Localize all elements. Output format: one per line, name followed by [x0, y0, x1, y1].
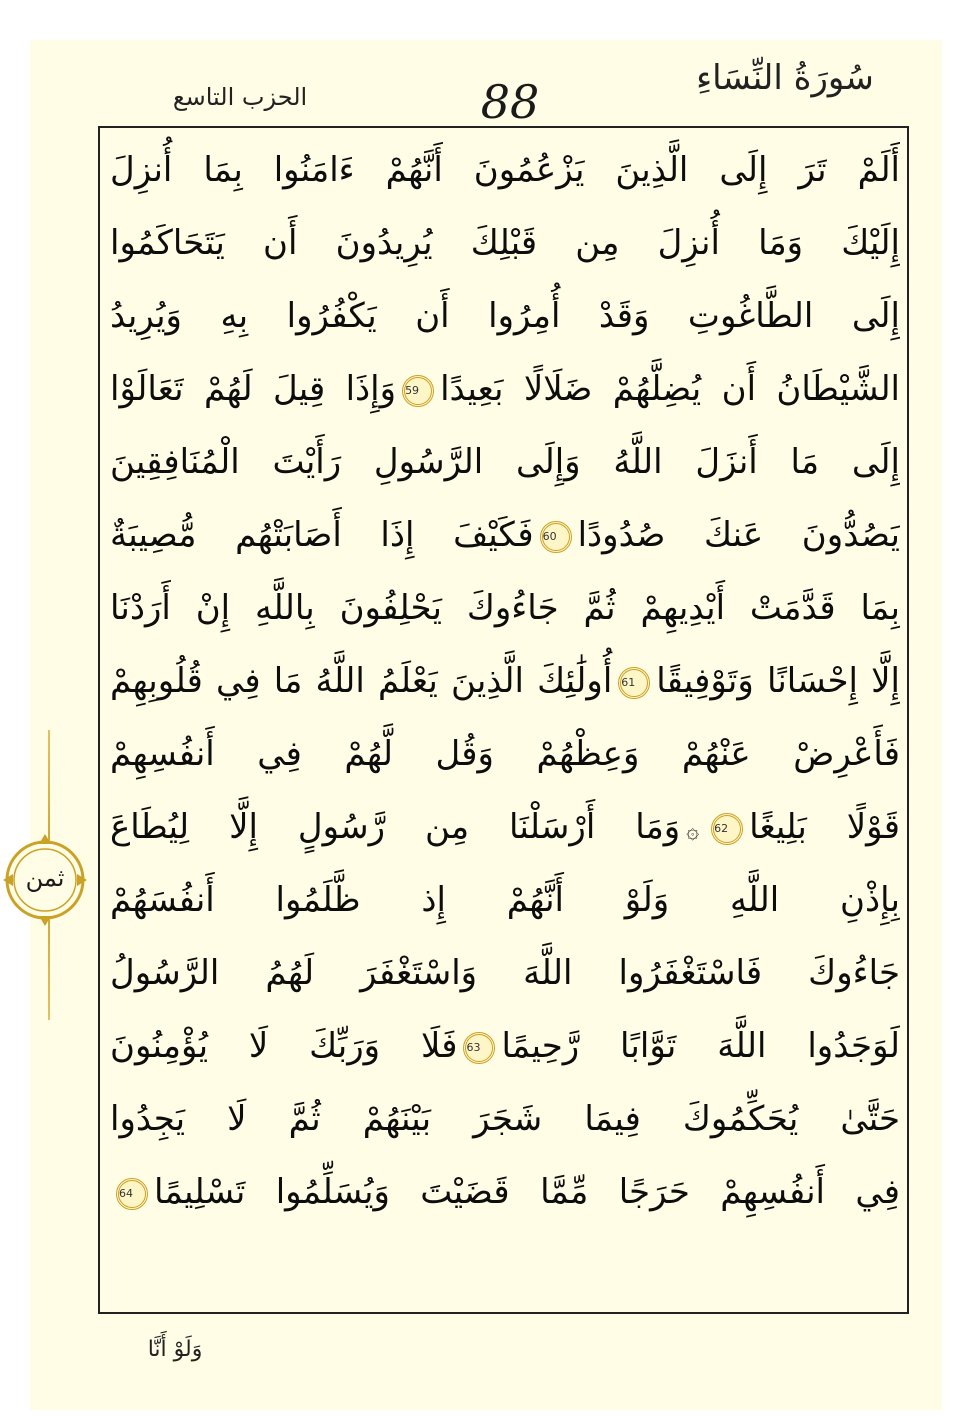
verse-line [110, 572, 900, 645]
verse-line [110, 499, 900, 572]
line-text: الشَّيْطَانُ أَن يُضِلَّهُمْ ضَلَالًا بَعِيدًا [440, 369, 900, 409]
verse-line [110, 791, 900, 864]
verse-block [110, 134, 900, 1304]
hizb-star-icon: ۞ [686, 819, 700, 844]
verse-line [110, 1156, 900, 1229]
verse-line [110, 426, 900, 499]
line-text: أَلَمْ تَرَ إِلَى الَّذِينَ يَزْعُمُونَ أَنَّهُمْ ءَامَنُوا بِمَا أُنزِلَ [110, 150, 900, 190]
line-text: إِلَّا إِحْسَانًا وَتَوْفِيقًا [656, 661, 900, 701]
page-number: 88 [480, 75, 540, 129]
line-text: جَاءُوكَ فَاسْتَغْفَرُوا اللَّهَ وَاسْتَغْفَرَ لَهُمُ الرَّسُولُ [110, 953, 900, 993]
verse-line [110, 718, 900, 791]
surah-title: سُورَةُ النِّسَاءِ [696, 58, 874, 98]
line-text: يَصُدُّونَ عَنكَ صُدُودًا [577, 515, 900, 555]
line-text: إِلَيْكَ وَمَا أُنزِلَ مِن قَبْلِكَ يُرِيدُونَ أَن يَتَحَاكَمُوا [110, 223, 900, 263]
hizb-label: الحزب التاسع [172, 83, 308, 111]
line-text: بِإِذْنِ اللَّهِ وَلَوْ أَنَّهُمْ إِذ ظَّلَمُوا أَنفُسَهُمْ [110, 880, 900, 920]
verse-line [110, 937, 900, 1010]
line-text: فَكَيْفَ إِذَا أَصَابَتْهُم مُّصِيبَةٌ [110, 515, 534, 555]
verse-line [110, 353, 900, 426]
line-text: وَإِذَا قِيلَ لَهُمْ تَعَالَوْا [110, 369, 397, 409]
line-text: قَوْلًا بَلِيغًا [749, 807, 900, 847]
thumun-marker: ثمن [25, 864, 65, 892]
line-text: إِلَى مَا أَنزَلَ اللَّهُ وَإِلَى الرَّسُولِ رَأَيْتَ الْمُنَافِقِينَ [110, 442, 900, 482]
line-text: فِي أَنفُسِهِمْ حَرَجًا مِّمَّا قَضَيْتَ وَيُسَلِّمُوا تَسْلِيمًا [154, 1172, 900, 1212]
verse-line [110, 864, 900, 937]
verse-line [110, 645, 900, 718]
ayah-number-marker: 62 [711, 813, 743, 845]
verse-line [110, 280, 900, 353]
ayah-number-marker: 60 [540, 521, 572, 553]
line-text: فَأَعْرِضْ عَنْهُمْ وَعِظْهُمْ وَقُل لَّهُمْ فِي أَنفُسِهِمْ [110, 734, 900, 774]
line-text: فَلَا وَرَبِّكَ لَا يُؤْمِنُونَ [110, 1026, 458, 1066]
verse-line [110, 207, 900, 280]
ayah-number-marker: 64 [116, 1178, 148, 1210]
verse-line [110, 1010, 900, 1083]
verse-line [110, 1083, 900, 1156]
line-text: لَوَجَدُوا اللَّهَ تَوَّابًا رَّحِيمًا [501, 1026, 900, 1066]
line-text: أُولَٰئِكَ الَّذِينَ يَعْلَمُ اللَّهُ مَا فِي قُلُوبِهِمْ [110, 661, 613, 701]
catchword: وَلَوْ أَنَّا [147, 1337, 203, 1362]
ayah-number-marker: 61 [618, 667, 650, 699]
ayah-number-marker: 59 [402, 375, 434, 407]
line-text: إِلَى الطَّاغُوتِ وَقَدْ أُمِرُوا أَن يَكْفُرُوا بِهِ وَيُرِيدُ [110, 296, 900, 336]
verse-line [110, 134, 900, 207]
line-text: بِمَا قَدَّمَتْ أَيْدِيهِمْ ثُمَّ جَاءُوكَ يَحْلِفُونَ بِاللَّهِ إِنْ أَرَدْنَا [110, 588, 900, 628]
line-text: حَتَّىٰ يُحَكِّمُوكَ فِيمَا شَجَرَ بَيْنَهُمْ ثُمَّ لَا يَجِدُوا [110, 1099, 900, 1139]
ayah-number-marker: 63 [463, 1032, 495, 1064]
line-text: وَمَا أَرْسَلْنَا مِن رَّسُولٍ إِلَّا لِيُطَاعَ [110, 807, 681, 847]
